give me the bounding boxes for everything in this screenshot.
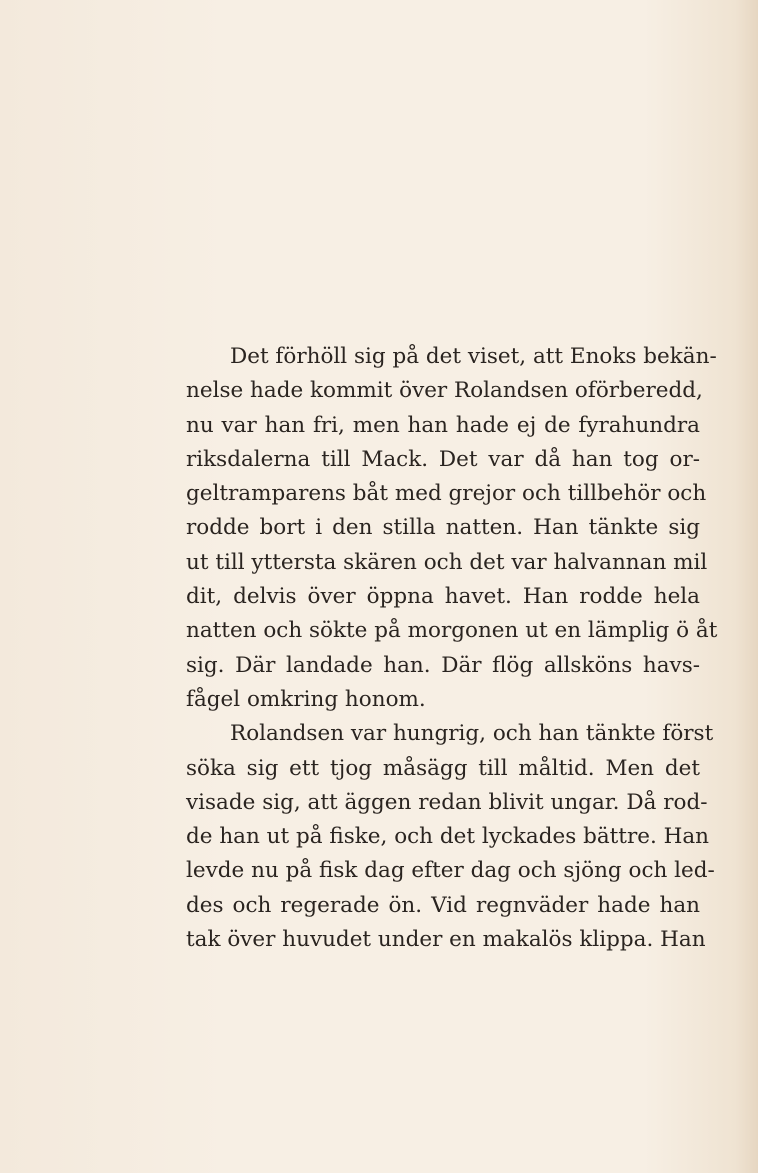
text-line: visade sig, att äggen redan blivit ungar. Då rod-	[186, 789, 708, 815]
text-line: nelse hade kommit över Rolandsen oförberedd,	[186, 378, 703, 404]
text-line: nu var han fri, men han hade ej de fyrahundra	[186, 412, 700, 438]
text-line: geltramparens båt med grejor och tillbehör och	[186, 481, 707, 507]
text-line: natten och sökte på morgonen ut en lämplig ö åt	[186, 618, 718, 644]
text-line: sig. Där landade han. Där flög allsköns havs-	[186, 652, 700, 678]
text-line: söka sig ett tjog måsägg till måltid. Men det	[186, 755, 700, 781]
paragraph-2	[186, 717, 715, 957]
text-line: des och regerade ön. Vid regnväder hade han	[186, 892, 700, 918]
text-line: levde nu på fisk dag efter dag och sjöng och led-	[186, 858, 715, 884]
text-line: Rolandsen var hungrig, och han tänkte först	[230, 721, 714, 747]
paragraph-1	[186, 340, 718, 717]
text-line: rodde bort i den stilla natten. Han tänkte sig	[186, 515, 700, 541]
body-text	[186, 340, 718, 957]
text-line: ut till yttersta skären och det var halvannan mil	[186, 549, 708, 575]
text-line: riksdalerna till Mack. Det var då han tog or-	[186, 446, 700, 472]
text-line: de han ut på fiske, och det lyckades bättre. Han	[186, 824, 710, 850]
text-line: Det förhöll sig på det viset, att Enoks bekän-	[230, 344, 717, 369]
text-line: dit, delvis över öppna havet. Han rodde hela	[186, 584, 700, 610]
text-line: tak över huvudet under en makalös klippa. Han	[186, 927, 706, 953]
text-line: fågel omkring honom.	[186, 686, 426, 712]
